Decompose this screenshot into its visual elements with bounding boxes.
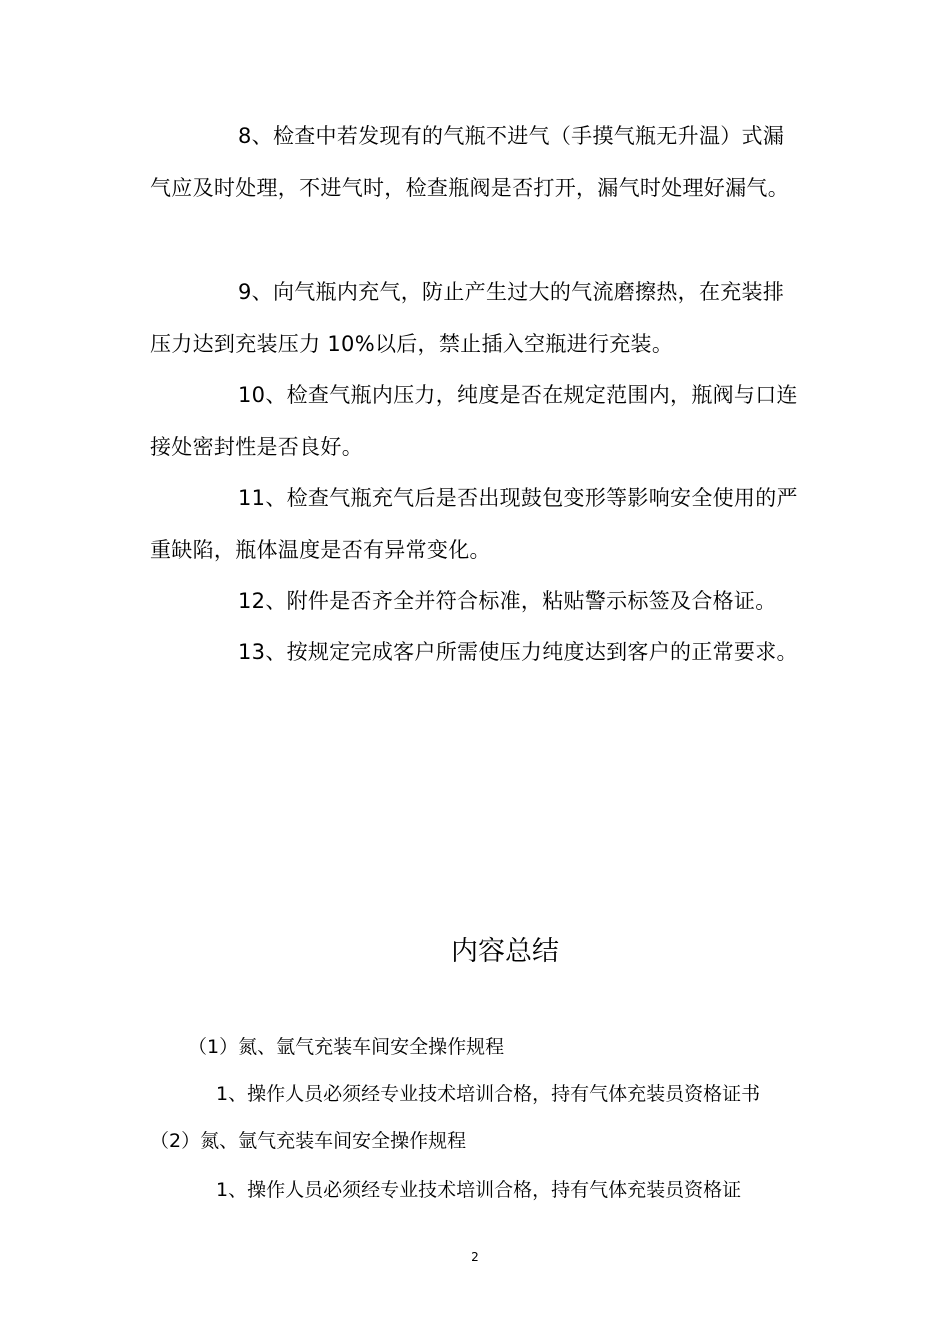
paragraph-item-12: 12、附件是否齐全并符合标准，粘贴警示标签及合格证。	[238, 589, 777, 613]
paragraph-item-8: 8、检查中若发现有的气瓶不进气（手摸气瓶无升温）式漏气应及时处理，不进气时，检查瓶阀是否打开，漏气时处理好漏气。	[150, 124, 789, 200]
paragraph-item-9: 9、向气瓶内充气，防止产生过大的气流磨擦热，在充装排压力达到充装压力 10%以后，禁止插入空瓶进行充装。	[150, 280, 785, 356]
section1-heading: （1）氮、氩气充装车间安全操作规程	[188, 1036, 505, 1058]
summary-title: 内容总结	[451, 936, 559, 967]
section2-item: 1、操作人员必须经专业技术培训合格，持有气体充装员资格证	[216, 1179, 742, 1201]
paragraph-item-13: 13、按规定完成客户所需使压力纯度达到客户的正常要求。	[238, 640, 798, 664]
page-number: 2	[471, 1250, 479, 1264]
paragraph-item-11: 11、检查气瓶充气后是否出现鼓包变形等影响安全使用的严重缺陷，瓶体温度是否有异常变化。	[150, 486, 798, 562]
paragraph-item-10: 10、检查气瓶内压力，纯度是否在规定范围内，瓶阀与口连接处密封性是否良好。	[150, 383, 798, 459]
section2-heading: （2）氮、氩气充装车间安全操作规程	[150, 1130, 467, 1152]
section1-item: 1、操作人员必须经专业技术培训合格，持有气体充装员资格证书	[216, 1083, 761, 1105]
